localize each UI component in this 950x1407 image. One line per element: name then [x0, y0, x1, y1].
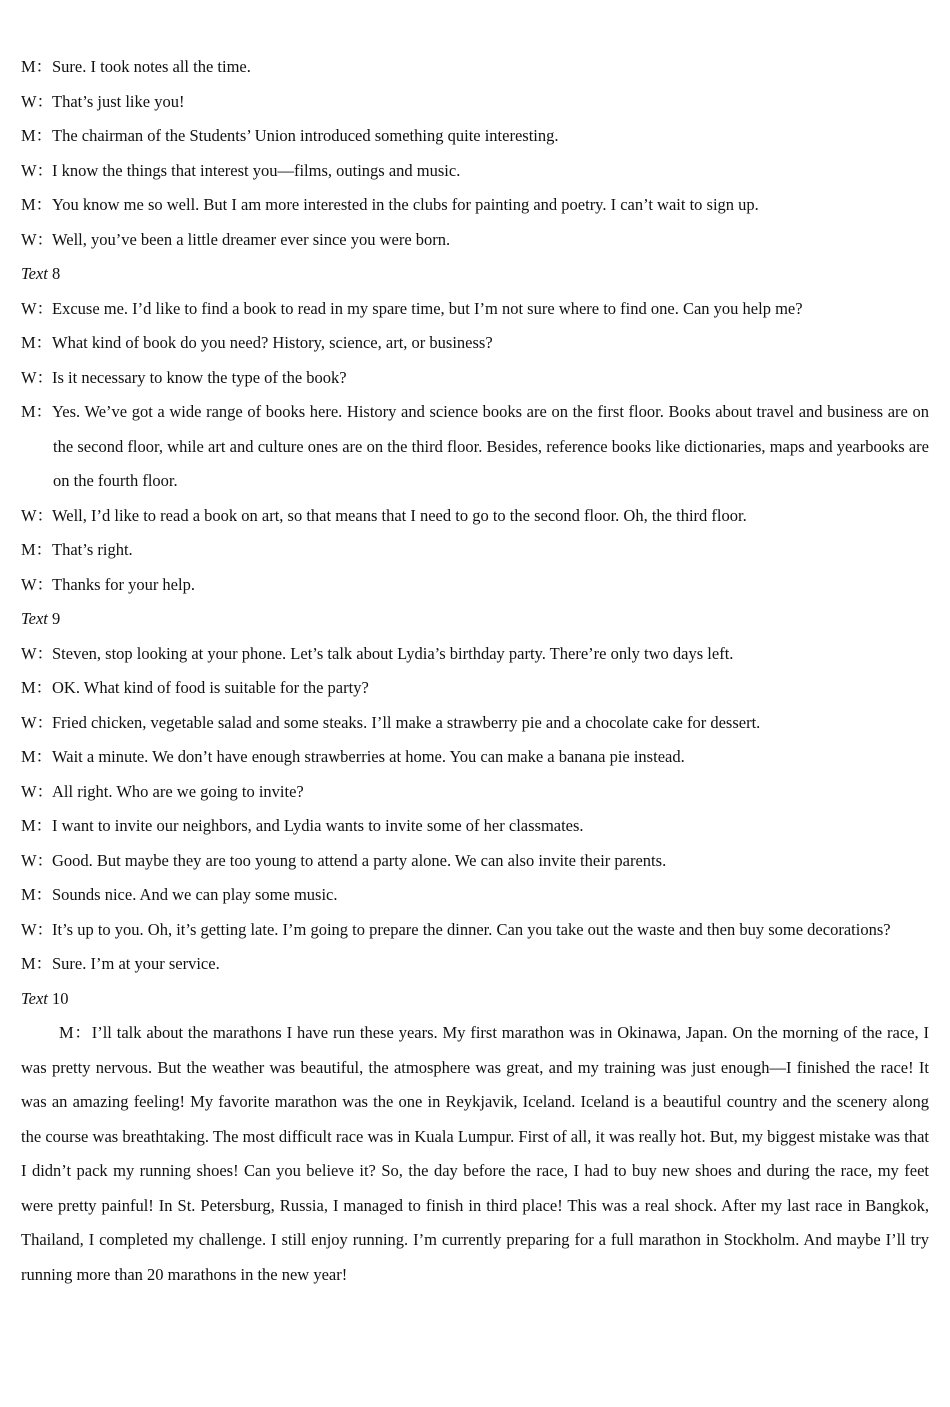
heading-number: 8: [52, 264, 61, 283]
dialogue-text: It’s up to you. Oh, it’s getting late. I’m going to prepare the dinner. Can you take out the waste and then buy some decorations?: [52, 919, 891, 939]
dialogue-line: [21, 395, 929, 499]
speaker-label: M：: [21, 126, 53, 145]
speaker-label: M：: [21, 57, 53, 76]
dialogue-line: [21, 740, 929, 775]
dialogue-line: [21, 844, 929, 879]
dialogue-text: That’s right.: [52, 540, 133, 559]
section-heading-text-9: [21, 602, 929, 637]
monologue-paragraph: [21, 1016, 929, 1292]
dialogue-text: That’s just like you!: [52, 91, 185, 111]
speaker-label: W：: [21, 91, 54, 111]
speaker-label: W：: [21, 712, 54, 732]
speaker-label: M：: [21, 402, 53, 421]
dialogue-line: [21, 154, 929, 189]
dialogue-line: [21, 671, 929, 706]
dialogue-text: Thanks for your help.: [52, 574, 195, 594]
dialogue-text: You know me so well. But I am more interested in the clubs for painting and poetry. I can’t wait to sign up.: [52, 195, 759, 214]
heading-label: Text: [21, 609, 48, 628]
dialogue-text: What kind of book do you need? History, science, art, or business?: [52, 333, 493, 352]
section-heading-text-10: [21, 982, 929, 1017]
speaker-label: W：: [21, 298, 54, 318]
speaker-label: M：: [21, 816, 53, 835]
dialogue-line: [21, 326, 929, 361]
dialogue-text: Wait a minute. We don’t have enough strawberries at home. You can make a banana pie instead.: [52, 747, 685, 766]
dialogue-text: Well, you’ve been a little dreamer ever since you were born.: [52, 229, 451, 249]
dialogue-text: Sounds nice. And we can play some music.: [52, 885, 338, 904]
speaker-label: W：: [21, 643, 54, 663]
dialogue-text: OK. What kind of food is suitable for the party?: [52, 678, 369, 697]
dialogue-text: Yes. We’ve got a wide range of books here. History and science books are on the first floor. Books about travel and business are on the second floor, while art and culture ones are on the third floor. Besides, reference books like dictionaries, maps and yearbooks are on the fourth floor.: [52, 402, 929, 490]
dialogue-text: The chairman of the Students’ Union introduced something quite interesting.: [52, 126, 559, 145]
speaker-label: M：: [21, 885, 53, 904]
dialogue-line: [21, 775, 929, 810]
transcript: [21, 50, 929, 1292]
monologue-text: I’ll talk about the marathons I have run these years. My first marathon was in Okinawa, Japan. On the morning of the race, I was pretty nervous. But the weather was beautiful, the atmosphere was great, and my training was just enough—I finished the race! It was an amazing feeling! My favorite marathon was the one in Reykjavik, Iceland. Iceland is a beautiful country and the scenery along the course was breathtaking. The most difficult race was in Kuala Lumpur. First of all, it was really hot. But, my biggest mistake was that I didn’t pack my running shoes! Can you believe it? So, the day before the race, I had to buy new shoes and during the race, my feet were pretty painful! In St. Petersburg, Russia, I managed to finish in third place! This was a real shock. After my last race in Bangkok, Thailand, I completed my challenge. I still enjoy running. I’m currently preparing for a full marathon in Stockholm. And maybe I’ll try running more than 20 marathons in the new year!: [21, 1023, 929, 1284]
dialogue-line: [21, 50, 929, 85]
dialogue-line: [21, 292, 929, 327]
speaker-label: W：: [21, 850, 54, 870]
dialogue-text: Good. But maybe they are too young to attend a party alone. We can also invite their parents.: [52, 850, 667, 870]
speaker-label: W：: [21, 919, 54, 939]
dialogue-text: Steven, stop looking at your phone. Let’s talk about Lydia’s birthday party. There’re only two days left.: [52, 643, 734, 663]
section-heading-text-8: [21, 257, 929, 292]
speaker-label: W：: [21, 229, 54, 249]
dialogue-line: [21, 568, 929, 603]
dialogue-text: Fried chicken, vegetable salad and some steaks. I’ll make a strawberry pie and a chocolate cake for dessert.: [52, 712, 761, 732]
heading-label: Text: [21, 988, 48, 1008]
dialogue-line: [21, 706, 929, 741]
dialogue-text: All right. Who are we going to invite?: [52, 781, 304, 801]
dialogue-line: [21, 188, 929, 223]
speaker-label: M：: [59, 1023, 92, 1042]
dialogue-line: [21, 499, 929, 534]
dialogue-line: [21, 878, 929, 913]
dialogue-line: [21, 361, 929, 396]
dialogue-text: I want to invite our neighbors, and Lydia wants to invite some of her classmates.: [52, 816, 584, 835]
dialogue-line: [21, 85, 929, 120]
dialogue-line: [21, 913, 929, 948]
heading-number: 9: [52, 609, 61, 628]
dialogue-text: Well, I’d like to read a book on art, so that means that I need to go to the second floor. Oh, the third floor.: [52, 505, 747, 525]
speaker-label: M：: [21, 954, 53, 973]
speaker-label: M：: [21, 195, 53, 214]
dialogue-line: [21, 809, 929, 844]
dialogue-line: [21, 637, 929, 672]
speaker-label: W：: [21, 367, 54, 387]
dialogue-text: Sure. I’m at your service.: [52, 954, 220, 973]
heading-number: 10: [52, 988, 69, 1008]
speaker-label: M：: [21, 747, 53, 766]
speaker-label: M：: [21, 540, 53, 559]
dialogue-text: Is it necessary to know the type of the book?: [52, 367, 347, 387]
dialogue-line: [21, 223, 929, 258]
dialogue-line: [21, 119, 929, 154]
speaker-label: M：: [21, 678, 53, 697]
dialogue-text: Excuse me. I’d like to find a book to read in my spare time, but I’m not sure where to find one. Can you help me?: [52, 298, 803, 318]
speaker-label: W：: [21, 505, 54, 525]
dialogue-line: [21, 533, 929, 568]
heading-label: Text: [21, 264, 48, 283]
dialogue-line: [21, 947, 929, 982]
speaker-label: W：: [21, 160, 54, 180]
dialogue-text: Sure. I took notes all the time.: [52, 57, 251, 76]
dialogue-text: I know the things that interest you—films, outings and music.: [52, 160, 461, 180]
speaker-label: M：: [21, 333, 53, 352]
speaker-label: W：: [21, 781, 54, 801]
speaker-label: W：: [21, 574, 54, 594]
